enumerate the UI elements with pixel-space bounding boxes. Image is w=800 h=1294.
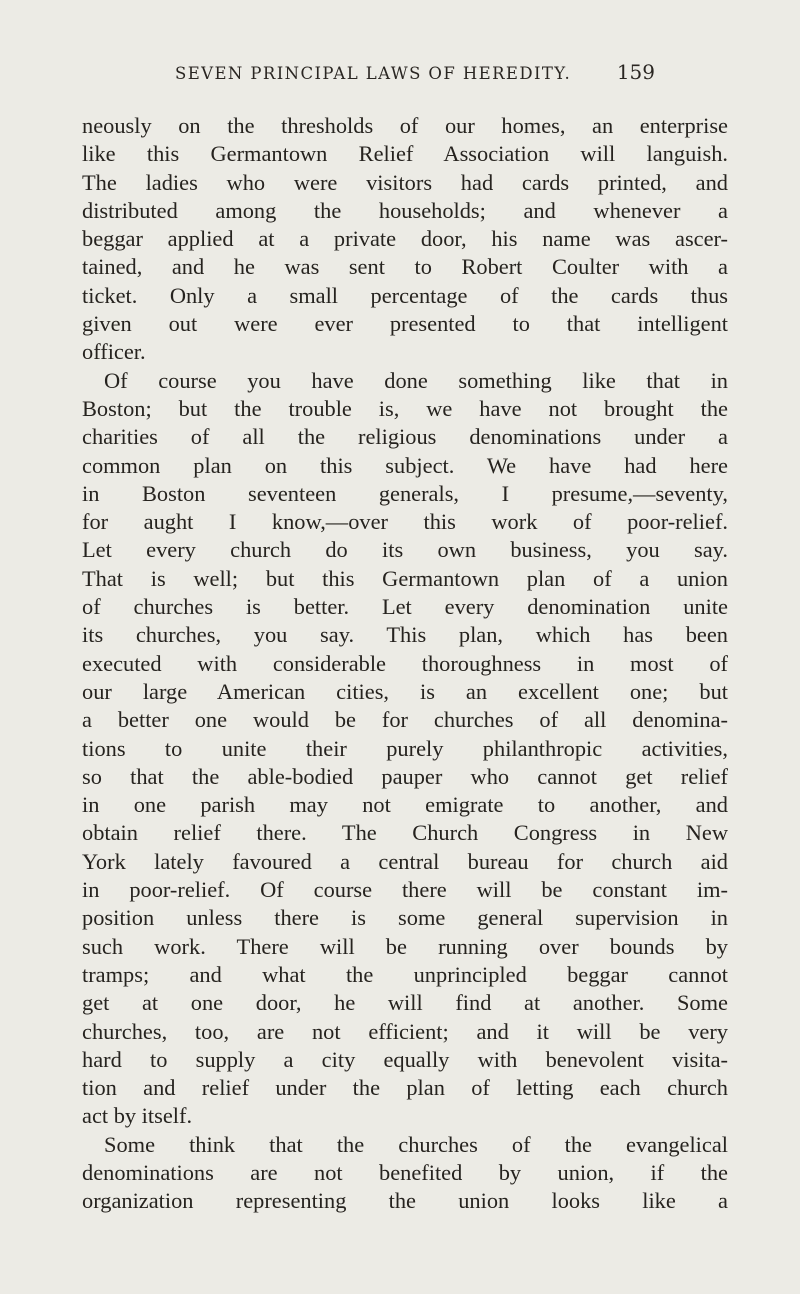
- text-line: given out were ever presented to that intelligent: [82, 311, 728, 337]
- running-title: SEVEN PRINCIPAL LAWS OF HEREDITY.: [175, 64, 572, 83]
- text-line: position unless there is some general supervision in: [82, 905, 728, 931]
- text-line: get at one door, he will find at another. Some: [82, 990, 728, 1016]
- text-line: obtain relief there. The Church Congress in New: [82, 820, 728, 846]
- text-line: denominations are not benefited by union, if the: [82, 1159, 728, 1185]
- text-line: a better one would be for churches of all denomina-: [82, 707, 728, 733]
- text-line: ticket. Only a small percentage of the cards thus: [82, 282, 728, 308]
- text-line: so that the able-bodied pauper who cannot get relief: [82, 763, 728, 789]
- text-line: beggar applied at a private door, his name was ascer-: [82, 226, 728, 252]
- text-line: Some think that the churches of the evangelical: [104, 1131, 728, 1157]
- text-line: neously on the thresholds of our homes, an enterprise: [82, 113, 728, 138]
- text-line: Boston; but the trouble is, we have not brought the: [82, 395, 728, 421]
- text-line: tion and relief under the plan of letting each church: [82, 1075, 728, 1101]
- text-line: That is well; but this Germantown plan of a union: [82, 565, 728, 591]
- text-line: York lately favoured a central bureau for church aid: [82, 848, 728, 874]
- text-line: in poor-relief. Of course there will be constant im-: [82, 877, 728, 903]
- text-line: act by itself.: [82, 1103, 193, 1129]
- text-line: executed with considerable thoroughness in most of: [82, 650, 728, 676]
- page-number: 159: [616, 60, 655, 84]
- text-line: officer.: [82, 339, 146, 365]
- text-line: Let every church do its own business, you say.: [82, 537, 728, 563]
- text-line: tained, and he was sent to Robert Coulter with a: [82, 254, 728, 280]
- text-line: such work. There will be running over bounds by: [82, 933, 728, 959]
- text-line: hard to supply a city equally with benevolent visita-: [82, 1046, 728, 1072]
- text-line: organization representing the union looks like a: [82, 1188, 728, 1214]
- text-line: tramps; and what the unprincipled beggar cannot: [82, 961, 728, 987]
- text-line: its churches, you say. This plan, which has been: [82, 622, 728, 648]
- text-line: charities of all the religious denominations under a: [82, 424, 728, 450]
- text-line: distributed among the households; and whenever a: [82, 197, 728, 223]
- text-line: tions to unite their purely philanthropic activities,: [82, 735, 728, 761]
- text-line: common plan on this subject. We have had here: [82, 452, 728, 478]
- body-text: [82, 112, 728, 1216]
- running-head: [175, 60, 655, 86]
- text-line: The ladies who were visitors had cards printed, and: [82, 169, 728, 195]
- text-line: churches, too, are not efficient; and it will be very: [82, 1018, 728, 1044]
- text-line: in Boston seventeen generals, I presume,—seventy,: [82, 480, 728, 506]
- text-line: of churches is better. Let every denomination unite: [82, 594, 728, 620]
- text-line: Of course you have done something like that in: [104, 367, 728, 393]
- text-line: our large American cities, is an excellent one; but: [82, 678, 728, 704]
- text-line: like this Germantown Relief Association will languish.: [82, 141, 728, 167]
- text-line: for aught I know,—over this work of poor-relief.: [82, 509, 728, 535]
- text-line: in one parish may not emigrate to another, and: [82, 792, 728, 818]
